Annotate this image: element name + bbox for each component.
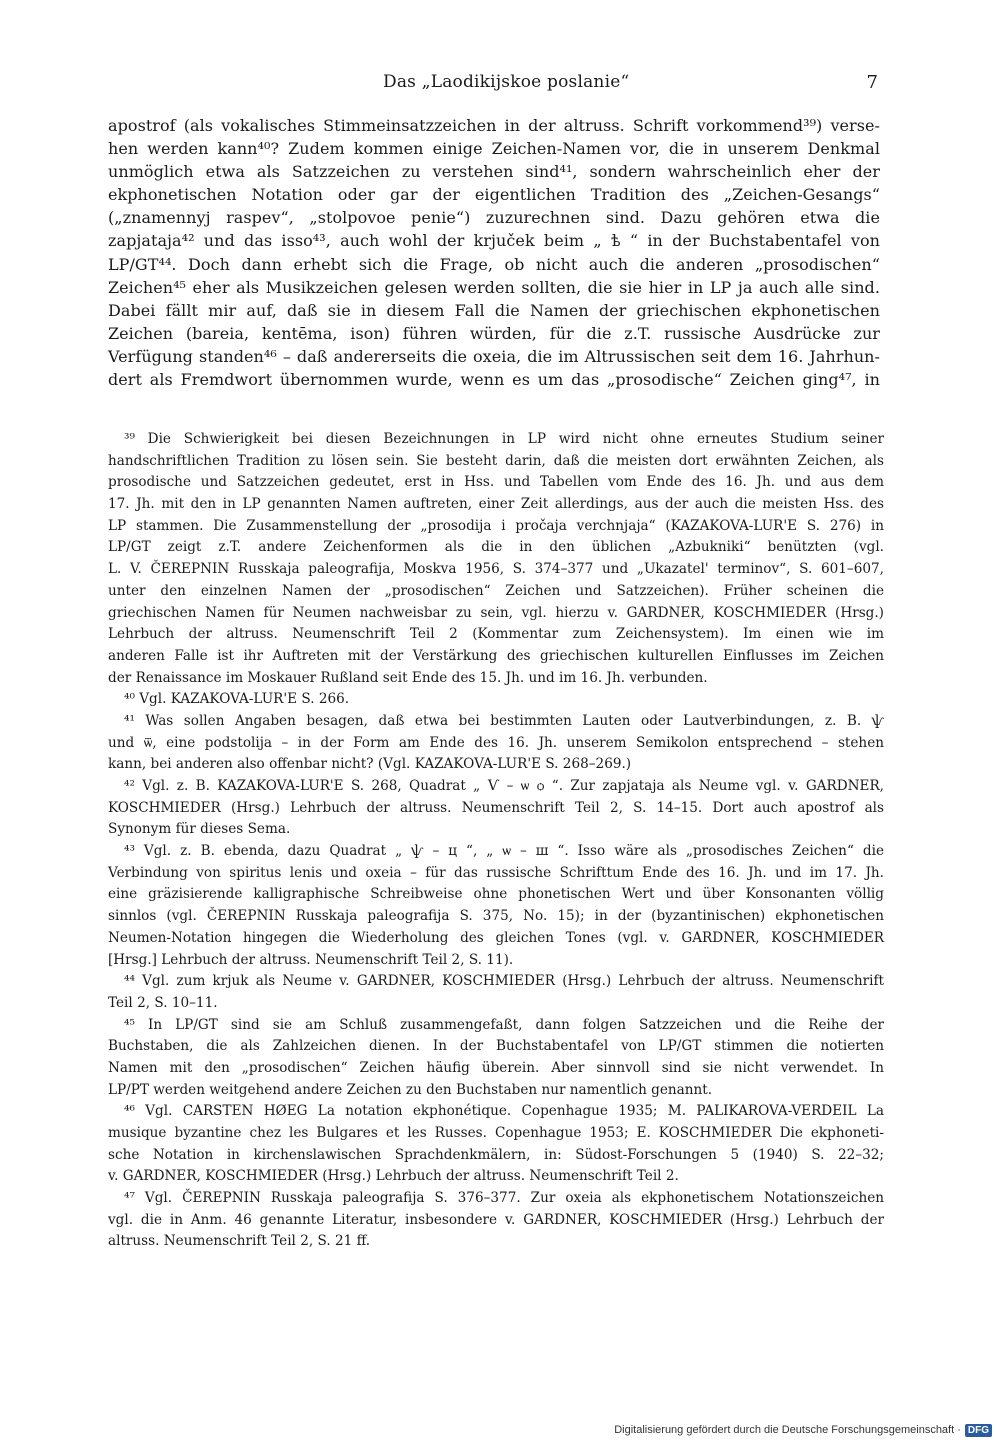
footnote-line: Verbindung von spiritus lenis und oxeia – für das russische Schrifttum Ende des 16. Jh. und im 17. Jh. xyxy=(108,864,884,881)
footnote-line: prosodische und Satzzeichen gedeutet, erst in Hss. und Tabellen vom Ende des 16. Jh. und aus dem xyxy=(108,474,884,491)
footnote-45 xyxy=(108,1015,884,1102)
text-line: Dabei fällt mir auf, daß sie in diesem Fall die Namen der griechischen ekphonetischen xyxy=(108,300,880,320)
footnote-line: Teil 2, S. 10–11. xyxy=(108,994,218,1011)
footnote-line: ⁴² Vgl. z. B. KAZAKOVA-LUR'E S. 268, Quadrat „ Ѵ – ѡ ѻ “. Zur zapjataja als Neume vgl. v. GARDNER, xyxy=(124,778,884,794)
footnote-line: anderen Falle ist ihr Auftreten mit der Verstärkung des griechischen kulturellen Einflusses im Zeichen xyxy=(108,647,884,664)
footnote-line: altruss. Neumenschrift Teil 2, S. 21 ff. xyxy=(108,1233,371,1250)
page-number: 7 xyxy=(866,72,878,93)
footnote-line: und ѿ, eine podstolija – in der Form am Ende des 16. Jh. unserem Semikolon entsprechend – stehen xyxy=(108,734,884,751)
footnote-line: griechischen Namen für Neumen nachweisbar zu sein, vgl. hierzu v. GARDNER, KOSCHMIEDER (Hrsg.) xyxy=(108,604,884,621)
credit-text: Digitalisierung gefördert durch die Deutsche Forschungsgemeinschaft · xyxy=(614,1424,961,1436)
footnote-line: [Hrsg.] Lehrbuch der altruss. Neumenschrift Teil 2, S. 11). xyxy=(108,951,514,968)
footnote-40 xyxy=(108,689,884,711)
footnote-line: LP stammen. Die Zusammenstellung der „prosodija i pročaja verchnjaja“ (KAZAKOVA-LUR'E S. 276) in xyxy=(108,517,884,534)
text-line: apostrof (als vokalisches Stimmeinsatzzeichen in der altruss. Schrift vorkommend³⁹) verse- xyxy=(108,116,880,135)
text-line: LP/GT⁴⁴. Doch dann erhebt sich die Frage, ob nicht auch die anderen „prosodischen“ xyxy=(108,254,880,274)
funding-credit xyxy=(614,1422,992,1438)
footnote-line: eine gräzisierende kalligraphische Schreibweise ohne phonetischen Wert und über Konsonanten völlig xyxy=(108,886,884,903)
footnote-44 xyxy=(108,971,884,1014)
text-line: ekphonetischen Notation oder gar der eigentlichen Tradition des „Zeichen-Gesangs“ xyxy=(108,185,880,205)
footnote-line: Lehrbuch der altruss. Neumenschrift Teil 2 (Kommentar zum Zeichensystem). Im einen wie im xyxy=(108,626,884,643)
footnote-line: ⁴⁷ Vgl. ČEREPNIN Russkaja paleografija S. 376–377. Zur oxeia als ekphonetischem Notationszeichen xyxy=(124,1190,884,1207)
running-head xyxy=(108,72,878,102)
footnote-line: LP/PT werden weitgehend andere Zeichen zu den Buchstaben nur namentlich genannt. xyxy=(108,1081,713,1098)
footnote-line: ⁴⁰ Vgl. KAZAKOVA-LUR'E S. 266. xyxy=(124,691,350,708)
text-line: zapjataja⁴² und das isso⁴³, auch wohl der krjuček beim „ ѣ “ in der Buchstabentafel von xyxy=(108,231,880,251)
footnote-41 xyxy=(108,711,884,776)
footnote-line: sinnlos (vgl. ČEREPNIN Russkaja paleografija S. 375, No. 15); in der (byzantinischen) ekphonetischen xyxy=(108,908,884,925)
text-line: unmöglich etwa als Satzzeichen zu verstehen sind⁴¹, sondern wahrscheinlich eher der xyxy=(108,162,880,182)
footnote-line: ⁴³ Vgl. z. B. ebenda, dazu Quadrat „ ѱ – ц “, „ ѡ – ш “. Isso wäre als „prosodisches Zeichen“ die xyxy=(124,843,884,860)
footnote-line: musique byzantine chez les Bulgares et les Russes. Copenhague 1953; E. KOSCHMIEDER Die ekphoneti- xyxy=(108,1125,884,1141)
footnote-line: Namen mit den „prosodischen“ Zeichen häufig überein. Aber sinnvoll sind sie nicht verwendet. In xyxy=(108,1059,884,1076)
running-title: Das „Laodikijskoe poslanie“ xyxy=(383,72,630,92)
text-line: Zeichen (bareia, kentēma, ison) führen würden, für die z.T. russische Ausdrücke zur xyxy=(108,323,880,343)
footnotes xyxy=(108,429,884,1253)
footnote-line: vgl. die in Anm. 46 genannte Literatur, insbesondere v. GARDNER, KOSCHMIEDER (Hrsg.) Lehrbuch der xyxy=(108,1211,884,1228)
footnote-43 xyxy=(108,841,884,971)
footnote-39 xyxy=(108,429,884,689)
footnote-line: ³⁹ Die Schwierigkeit bei diesen Bezeichnungen in LP wird nicht ohne erneutes Studium seiner xyxy=(124,431,884,447)
main-text xyxy=(108,114,880,391)
footnote-line: Neumen-Notation hingegen die Wiederholung des gleichen Tones (vgl. v. GARDNER, KOSCHMIEDER xyxy=(108,929,884,946)
dfg-logo: DFG xyxy=(965,1424,992,1437)
footnote-line: ⁴⁶ Vgl. CARSTEN HØEG La notation ekphonétique. Copenhague 1935; M. PALIKAROVA-VERDEIL La xyxy=(124,1103,884,1120)
footnote-line: kann, bei anderen also offenbar nicht? (Vgl. KAZAKOVA-LUR'E S. 268–269.) xyxy=(108,756,632,773)
footnote-line: der Renaissance im Moskauer Rußland seit Ende des 15. Jh. und im 16. Jh. verbunden. xyxy=(108,669,708,686)
footnote-line: unter den einzelnen Namen der „prosodischen“ Zeichen und Satzzeichen). Früher scheinen die xyxy=(108,582,884,599)
footnote-line: ⁴⁴ Vgl. zum krjuk als Neume v. GARDNER, KOSCHMIEDER (Hrsg.) Lehrbuch der altruss. Neumenschrift xyxy=(124,973,884,990)
footnote-line: handschriftlichen Tradition zu lösen sein. Sie besteht darin, daß die meisten dort erwähnten Zeichen, als xyxy=(108,452,884,469)
text-line: Verfügung standen⁴⁶ – daß andererseits die oxeia, die im Altrussischen seit dem 16. Jahrhun- xyxy=(108,346,880,366)
footnote-46 xyxy=(108,1101,884,1188)
footnote-line: ⁴¹ Was sollen Angaben besagen, daß etwa bei bestimmten Lauten oder Lautverbindungen, z. B. ѱ xyxy=(124,712,884,729)
text-line: Zeichen⁴⁵ eher als Musikzeichen gelesen werden sollten, die sie hier in LP ja auch alle sind. xyxy=(108,277,880,297)
text-line: („znamennyj raspev“, „stolpovoe penie“) zuzurechnen sind. Dazu gehören etwa die xyxy=(108,208,880,228)
footnote-line: LP/GT zeigt z.T. andere Zeichenformen als die in den üblichen „Azbukniki“ benützten (vgl. xyxy=(108,539,884,556)
footnote-line: sche Notation in kirchenslawischen Sprachdenkmälern, in: Südost-Forschungen 5 (1940) S. 22–32; xyxy=(108,1146,884,1163)
text-line: dert als Fremdwort übernommen wurde, wenn es um das „prosodische“ Zeichen ging⁴⁷, in xyxy=(108,370,880,390)
footnote-line: ⁴⁵ In LP/GT sind sie am Schluß zusammengefaßt, dann folgen Satzzeichen und die Reihe der xyxy=(124,1016,884,1033)
footnote-42 xyxy=(108,776,884,841)
footnote-line: v. GARDNER, KOSCHMIEDER (Hrsg.) Lehrbuch der altruss. Neumenschrift Teil 2. xyxy=(108,1168,679,1185)
footnote-line: Synonym für dieses Sema. xyxy=(108,821,291,838)
footnote-47 xyxy=(108,1188,884,1253)
footnote-line: 17. Jh. mit den in LP genannten Namen auftreten, einer Zeit allerdings, aus der auch die meisten Hss. des xyxy=(108,496,884,513)
text-line: hen werden kann⁴⁰? Zudem kommen einige Zeichen-Namen vor, die in unserem Denkmal xyxy=(108,139,880,159)
footnote-line: Buchstaben, die als Zahlzeichen dienen. In der Buchstabentafel von LP/GT stimmen die notierten xyxy=(108,1038,884,1055)
footnote-line: KOSCHMIEDER (Hrsg.) Lehrbuch der altruss. Neumenschrift Teil 2, S. 14–15. Dort auch apostrof als xyxy=(108,799,884,816)
footnote-line: L. V. ČEREPNIN Russkaja paleografija, Moskva 1956, S. 374–377 und „Ukazatel' terminov“, S. 601–607, xyxy=(108,561,884,578)
